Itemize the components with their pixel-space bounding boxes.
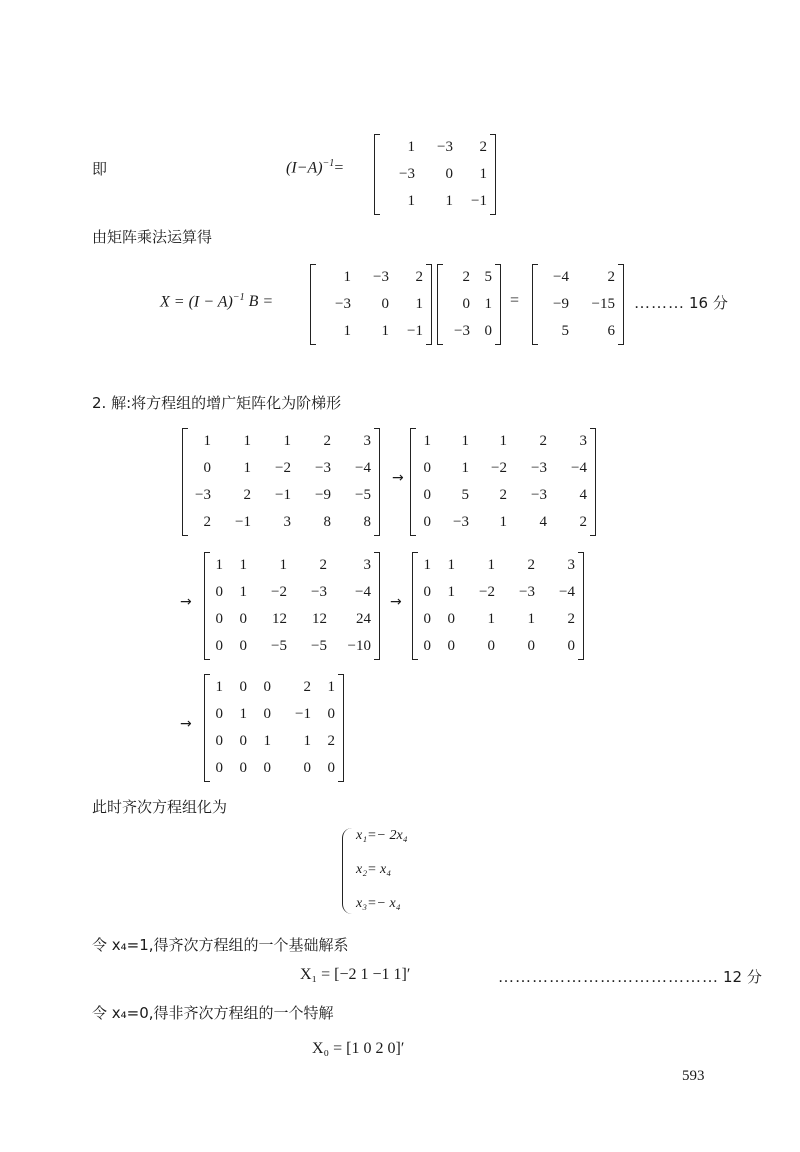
matrix-cell: 8 (363, 514, 371, 530)
matrix-cell: −1 (235, 514, 251, 530)
matrix-cell: 1 (487, 557, 495, 573)
matrix-cell: 0 (215, 733, 223, 749)
matrix-cell: 2 (327, 733, 335, 749)
matrix-cell: −10 (347, 638, 371, 654)
matrix-cell: −1 (407, 323, 423, 339)
matrix-cell: 0 (263, 679, 271, 695)
matrix-cell: 1 (447, 557, 455, 573)
matrix-cell: −4 (553, 269, 569, 285)
matrix-cell: 0 (239, 638, 247, 654)
matrix-cell: 0 (381, 296, 389, 312)
matrix-cell: −3 (453, 514, 469, 530)
matrix-cell: −5 (311, 638, 327, 654)
right-bracket (426, 264, 432, 345)
augmented-matrix-2 (418, 428, 588, 536)
matrix-cell: −3 (531, 460, 547, 476)
matrix-cell: 1 (479, 166, 487, 182)
page-number: 593 (682, 1068, 705, 1084)
matrix-cell: 0 (423, 638, 431, 654)
right-bracket (374, 428, 380, 536)
matrix-cell: −3 (373, 269, 389, 285)
b-matrix (445, 264, 493, 345)
matrix-cell: 1 (447, 584, 455, 600)
matrix-cell: −3 (519, 584, 535, 600)
matrix-cell: 0 (423, 611, 431, 627)
matrix-cell: 0 (423, 460, 431, 476)
score-12: ………………………………… 12 分 (498, 968, 762, 986)
matrix-cell: 2 (323, 433, 331, 449)
matrix-cell: 1 (445, 193, 453, 209)
matrix-cell: 1 (487, 611, 495, 627)
matrix-cell: −5 (355, 487, 371, 503)
matrix-cell: 3 (363, 557, 371, 573)
matrix-cell: 0 (484, 323, 492, 339)
matrix-cell: 0 (239, 733, 247, 749)
inverse-matrix (382, 134, 488, 215)
matrix-cell: 2 (607, 269, 615, 285)
left-bracket (182, 428, 188, 536)
matrix-cell: 8 (323, 514, 331, 530)
matrix-cell: 1 (239, 584, 247, 600)
matrix-cell: 1 (423, 557, 431, 573)
matrix-cell: 2 (579, 514, 587, 530)
matrix-cell: −2 (479, 584, 495, 600)
basic-solution-x1: X₁ = [−2 1 −1 1]′ (300, 966, 411, 983)
matrix-cell: 0 (239, 611, 247, 627)
matrix-cell: 2 (527, 557, 535, 573)
matrix-cell: −9 (553, 296, 569, 312)
matrix-cell: 1 (407, 139, 415, 155)
matrix-cell: 2 (303, 679, 311, 695)
matrix-cell: 0 (423, 514, 431, 530)
matrix-cell: −2 (275, 460, 291, 476)
matrix-cell: 1 (203, 433, 211, 449)
matrix-cell: 0 (203, 460, 211, 476)
matrix-cell: −2 (491, 460, 507, 476)
left-bracket (437, 264, 443, 345)
matrix-cell: 3 (283, 514, 291, 530)
augmented-matrix-5 (212, 674, 336, 782)
matrix-cell: −3 (399, 166, 415, 182)
matrix-cell: −1 (295, 706, 311, 722)
matrix-cell: 2 (243, 487, 251, 503)
left-bracket (204, 552, 210, 660)
matrix-cell: 5 (484, 269, 492, 285)
matrix-cell: 0 (215, 760, 223, 776)
left-bracket (412, 552, 418, 660)
matrix-cell: 5 (561, 323, 569, 339)
left-bracket (532, 264, 538, 345)
let-x4-0: 令 x₄=0,得非齐次方程组的一个特解 (92, 1004, 334, 1022)
matrix-cell: 0 (445, 166, 453, 182)
matrix-cell: 1 (279, 557, 287, 573)
matrix-cell: −3 (311, 584, 327, 600)
right-bracket (590, 428, 596, 536)
matrix-cell: 0 (327, 760, 335, 776)
matrix-cell: 2 (567, 611, 575, 627)
equation-x3: x₃=− x₄ (356, 896, 401, 911)
matrix-cell: 6 (607, 323, 615, 339)
matrix-cell: 1 (343, 269, 351, 285)
left-bracket (374, 134, 380, 215)
matrix-cell: 0 (327, 706, 335, 722)
equation-x2: x₂= x₄ (356, 862, 392, 877)
matrix-cell: 3 (363, 433, 371, 449)
solution-2-intro: 2. 解:将方程组的增广矩阵化为阶梯形 (92, 394, 342, 412)
matrix-cell: 4 (579, 487, 587, 503)
matrix-cell: 0 (447, 611, 455, 627)
matrix-cell: 4 (539, 514, 547, 530)
matrix-cell: 1 (303, 733, 311, 749)
product-intro: 由矩阵乘法运算得 (92, 228, 213, 246)
particular-solution-x0: X₀ = [1 0 2 0]′ (312, 1040, 405, 1057)
right-bracket (495, 264, 501, 345)
matrix-cell: 1 (343, 323, 351, 339)
matrix-cell: −3 (335, 296, 351, 312)
matrix-cell: 1 (243, 460, 251, 476)
x-equation-lhs: $X = (I - A)^{-1}$ B = (160, 292, 274, 311)
matrix-cell: 1 (283, 433, 291, 449)
matrix-cell: −3 (531, 487, 547, 503)
result-matrix (540, 264, 616, 345)
matrix-cell: 0 (423, 584, 431, 600)
matrix-cell: 0 (423, 487, 431, 503)
ji-label: 即 (92, 160, 108, 178)
matrix-cell: 1 (407, 193, 415, 209)
right-bracket (338, 674, 344, 782)
matrix-cell: 0 (263, 760, 271, 776)
matrix-cell: 1 (484, 296, 492, 312)
matrix-cell: 2 (539, 433, 547, 449)
augmented-matrix-4 (420, 552, 576, 660)
homogeneous-intro: 此时齐次方程组化为 (92, 798, 228, 816)
augmented-matrix-3 (212, 552, 372, 660)
matrix-cell: 2 (319, 557, 327, 573)
matrix-cell: 0 (447, 638, 455, 654)
matrix-cell: −1 (275, 487, 291, 503)
matrix-cell: 12 (272, 611, 287, 627)
matrix-cell: 0 (215, 706, 223, 722)
matrix-cell: 0 (215, 584, 223, 600)
inverse-matrix-2 (318, 264, 424, 345)
matrix-cell: −4 (355, 460, 371, 476)
matrix-cell: 1 (423, 433, 431, 449)
matrix-cell: 0 (567, 638, 575, 654)
matrix-cell: −2 (271, 584, 287, 600)
matrix-cell: 0 (462, 296, 470, 312)
let-x4-1: 令 x₄=1,得齐次方程组的一个基础解系 (92, 936, 349, 954)
matrix-cell: −15 (591, 296, 615, 312)
arrow-4: → (180, 716, 192, 732)
matrix-cell: −3 (437, 139, 453, 155)
matrix-cell: 1 (263, 733, 271, 749)
matrix-cell: 1 (415, 296, 423, 312)
matrix-cell: 3 (567, 557, 575, 573)
score-16: ……… 16 分 (634, 294, 728, 312)
matrix-cell: 2 (499, 487, 507, 503)
matrix-cell: 1 (215, 679, 223, 695)
matrix-cell: 0 (215, 638, 223, 654)
matrix-cell: 0 (263, 706, 271, 722)
matrix-cell: 1 (243, 433, 251, 449)
matrix-cell: 2 (415, 269, 423, 285)
matrix-cell: 0 (527, 638, 535, 654)
equals-sign: = (510, 292, 520, 309)
matrix-cell: 2 (462, 269, 470, 285)
left-bracket (310, 264, 316, 345)
matrix-cell: 1 (239, 557, 247, 573)
matrix-cell: −3 (315, 460, 331, 476)
matrix-cell: 1 (461, 460, 469, 476)
augmented-matrix-1 (190, 428, 372, 536)
matrix-cell: −9 (315, 487, 331, 503)
matrix-cell: 1 (215, 557, 223, 573)
matrix-cell: −4 (355, 584, 371, 600)
matrix-cell: 0 (239, 679, 247, 695)
matrix-cell: 0 (487, 638, 495, 654)
right-bracket (490, 134, 496, 215)
matrix-cell: −3 (454, 323, 470, 339)
matrix-cell: 0 (303, 760, 311, 776)
inverse-lhs: $(I-A)^{-1}=$ (286, 158, 344, 177)
arrow-2: → (180, 594, 192, 610)
matrix-cell: 1 (461, 433, 469, 449)
matrix-cell: 2 (203, 514, 211, 530)
matrix-cell: 1 (381, 323, 389, 339)
equation-x1: x₁=− 2x₄ (356, 828, 408, 843)
matrix-cell: −3 (195, 487, 211, 503)
left-bracket (204, 674, 210, 782)
arrow-1: → (392, 470, 404, 486)
arrow-3: → (390, 594, 402, 610)
matrix-cell: −5 (271, 638, 287, 654)
right-bracket (374, 552, 380, 660)
matrix-cell: 24 (356, 611, 371, 627)
matrix-cell: −1 (471, 193, 487, 209)
matrix-cell: 1 (499, 433, 507, 449)
matrix-cell: −4 (571, 460, 587, 476)
matrix-cell: 3 (579, 433, 587, 449)
system-brace (342, 828, 353, 914)
matrix-cell: −4 (559, 584, 575, 600)
matrix-cell: 5 (461, 487, 469, 503)
left-bracket (410, 428, 416, 536)
matrix-cell: 0 (239, 760, 247, 776)
matrix-cell: 0 (215, 611, 223, 627)
matrix-cell: 2 (479, 139, 487, 155)
right-bracket (578, 552, 584, 660)
matrix-cell: 1 (499, 514, 507, 530)
right-bracket (618, 264, 624, 345)
matrix-cell: 1 (527, 611, 535, 627)
matrix-cell: 1 (327, 679, 335, 695)
matrix-cell: 1 (239, 706, 247, 722)
matrix-cell: 12 (312, 611, 327, 627)
